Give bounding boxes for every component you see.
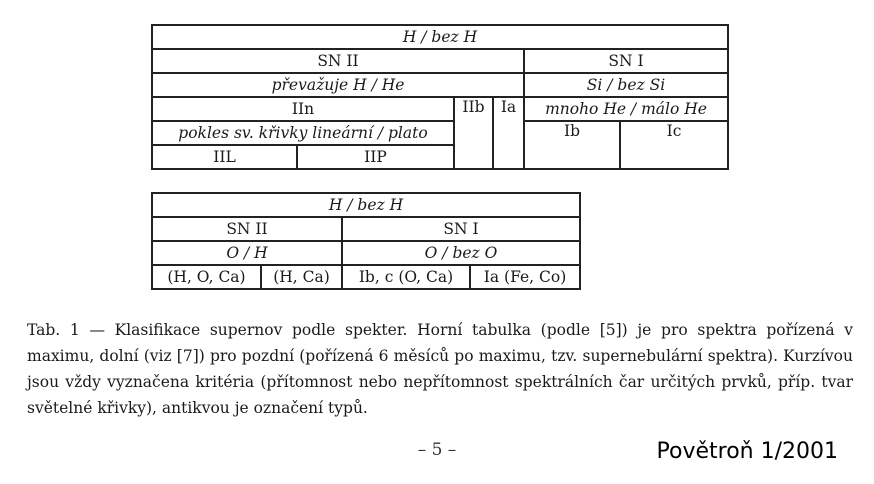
curve-criterion: pokles sv. křivky lineární / plato	[152, 121, 454, 145]
journal-name: Povětroň 1/2001	[656, 439, 838, 464]
sn2-header: SN II	[152, 49, 524, 73]
bottom-classification-table	[151, 192, 581, 290]
type-iil: IIL	[152, 145, 297, 169]
page-number: – 5 –	[417, 440, 457, 460]
o-criterion: O / bez O	[342, 241, 580, 265]
h-criterion-header: H / bez H	[152, 25, 728, 49]
type-h-o-ca: (H, O, Ca)	[152, 265, 261, 289]
si-criterion: Si / bez Si	[524, 73, 728, 97]
table-row	[152, 97, 728, 121]
table-row	[152, 217, 580, 241]
type-ia-fe-co: Ia (Fe, Co)	[470, 265, 580, 289]
top-classification-table	[151, 24, 729, 170]
table-row	[152, 49, 728, 73]
type-iib: IIb	[454, 97, 493, 169]
h-criterion-header: H / bez H	[152, 193, 580, 217]
type-iip: IIP	[297, 145, 454, 169]
table-row	[152, 193, 580, 217]
type-ia: Ia	[493, 97, 524, 169]
table-row	[152, 73, 728, 97]
table-row	[152, 265, 580, 289]
type-ibc-o-ca: Ib, c (O, Ca)	[342, 265, 470, 289]
h-he-criterion: převažuje H / He	[152, 73, 524, 97]
o-h-criterion: O / H	[152, 241, 342, 265]
table-caption: Tab. 1 — Klasifikace supernov podle spekter. Horní tabulka (podle [5]) je pro spektra pořízená v maximu, dolní (viz [7]) pro pozdní (pořízená 6 měsíců po maximu, tzv. supernebulární spektra). Kurzívou jsou vždy vyznačena kritéria (přítomnost nebo nepřítomnost spektrálních čar určitých prvků, příp. tvar světelné křivky), antikvou je označení typů.	[27, 321, 853, 417]
table-row	[152, 121, 728, 145]
sn2-header: SN II	[152, 217, 342, 241]
sn1-header: SN I	[342, 217, 580, 241]
type-ic: Ic	[620, 121, 728, 169]
table-row	[152, 241, 580, 265]
type-iin: IIn	[152, 97, 454, 121]
table-row	[152, 25, 728, 49]
sn1-header: SN I	[524, 49, 728, 73]
type-ib: Ib	[524, 121, 620, 169]
type-h-ca: (H, Ca)	[261, 265, 342, 289]
he-criterion: mnoho He / málo He	[524, 97, 728, 121]
